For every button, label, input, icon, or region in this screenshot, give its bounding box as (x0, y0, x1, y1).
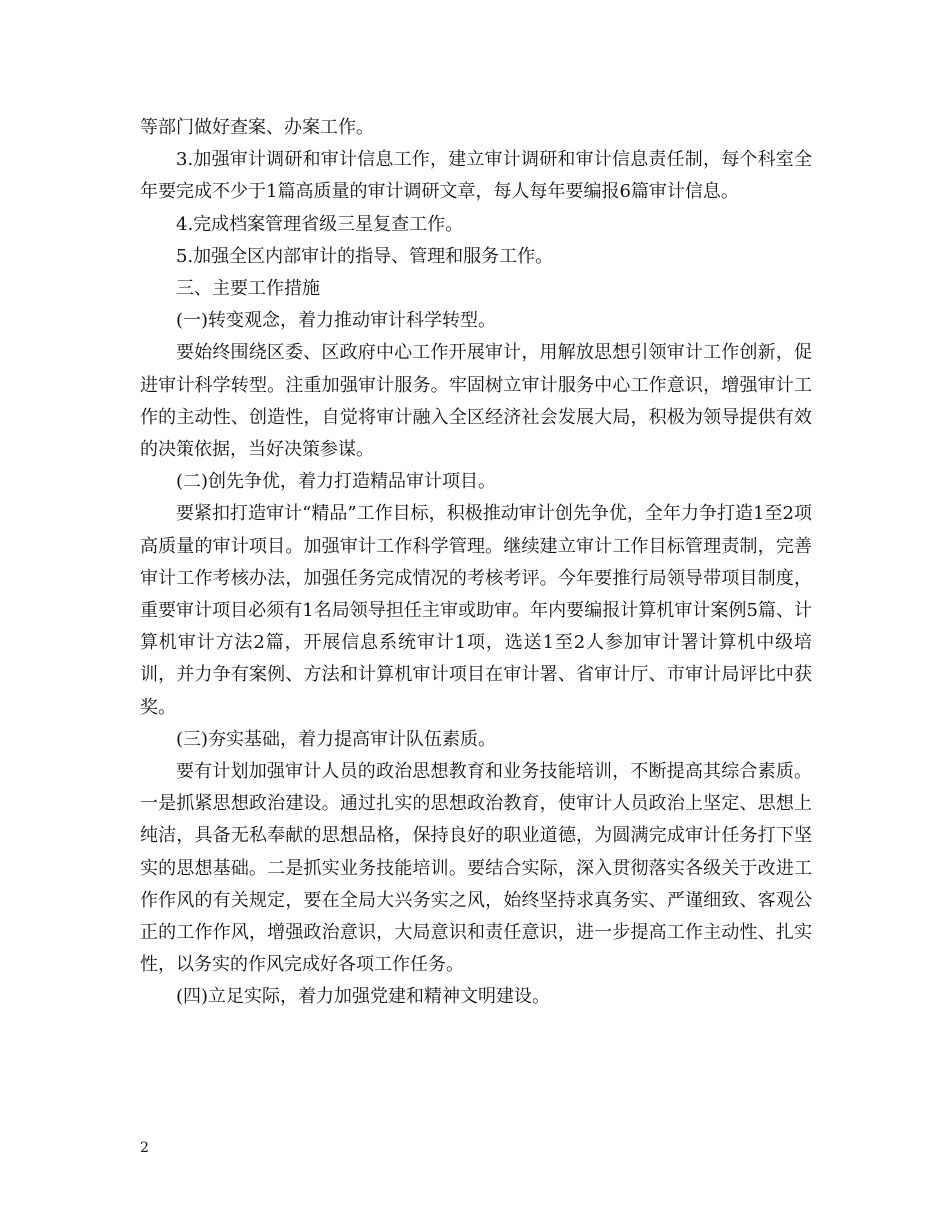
paragraph: 3.加强审计调研和审计信息工作，建立审计调研和审计信息责任制，每个科室全年要完成不少于1篇高质量的审计调研文章，每人每年要编报6篇审计信息。 (140, 149, 812, 203)
document-body (140, 112, 812, 1014)
paragraph: 等部门做好查案、办案工作。 (140, 117, 374, 138)
page-number: 2 (140, 1140, 149, 1156)
paragraph: 要始终围绕区委、区政府中心工作开展审计，用解放思想引领审计工作创新，促进审计科学转型。注重加强审计服务。牢固树立审计服务中心工作意识，增强审计工作的主动性、创造性，自觉将审计融入全区经济社会发展大局，积极为领导提供有效的决策依据，当好决策参谋。 (140, 342, 812, 461)
subsection-heading: (二)创先争优，着力打造精品审计项目。 (176, 471, 497, 493)
subsection-heading: (一)转变观念，着力推动审计科学转型。 (176, 310, 497, 332)
paragraph: 要有计划加强审计人员的政治思想教育和业务技能培训，不断提高其综合素质。一是抓紧思想政治建设。通过扎实的思想政治教育，使审计人员政治上坚定、思想上纯洁，具备无私奉献的思想品格，保持良好的职业道德，为圆满完成审计任务打下坚实的思想基础。二是抓实业务技能培训。要结合实际，深入贯彻落实各级关于改进工作作风的有关规定，要在全局大兴务实之风，始终坚持求真务实、严谨细致、客观公正的工作作风，增强政治意识，大局意识和责任意识，进一步提高工作主动性、扎实性，以务实的作风完成好各项工作任务。 (140, 761, 812, 976)
section-heading: 三、主要工作措施 (176, 278, 320, 300)
subsection-heading: (三)夯实基础，着力提高审计队伍素质。 (176, 728, 497, 750)
paragraph: 要紧扣打造审计“精品”工作目标，积极推动审计创先争优，全年力争打造1至2项高质量的审计项目。加强审计工作科学管理。继续建立审计工作目标管理责制，完善审计工作考核办法，加强任务完成情况的考核考评。今年要推行局领导带项目制度，重要审计项目必须有1名局领导担任主审或助审。年内要编报计算机审计案例5篇、计算机审计方法2篇，开展信息系统审计1项，选送1至2人参加审计署计算机中级培训，并力争有案例、方法和计算机审计项目在审计署、省审计厅、市审计局评比中获奖。 (140, 503, 812, 718)
paragraph: 5.加强全区内部审计的指导、管理和服务工作。 (176, 245, 554, 267)
paragraph: 4.完成档案管理省级三星复查工作。 (176, 213, 464, 235)
subsection-heading: (四)立足实际，着力加强党建和精神文明建设。 (176, 986, 551, 1008)
